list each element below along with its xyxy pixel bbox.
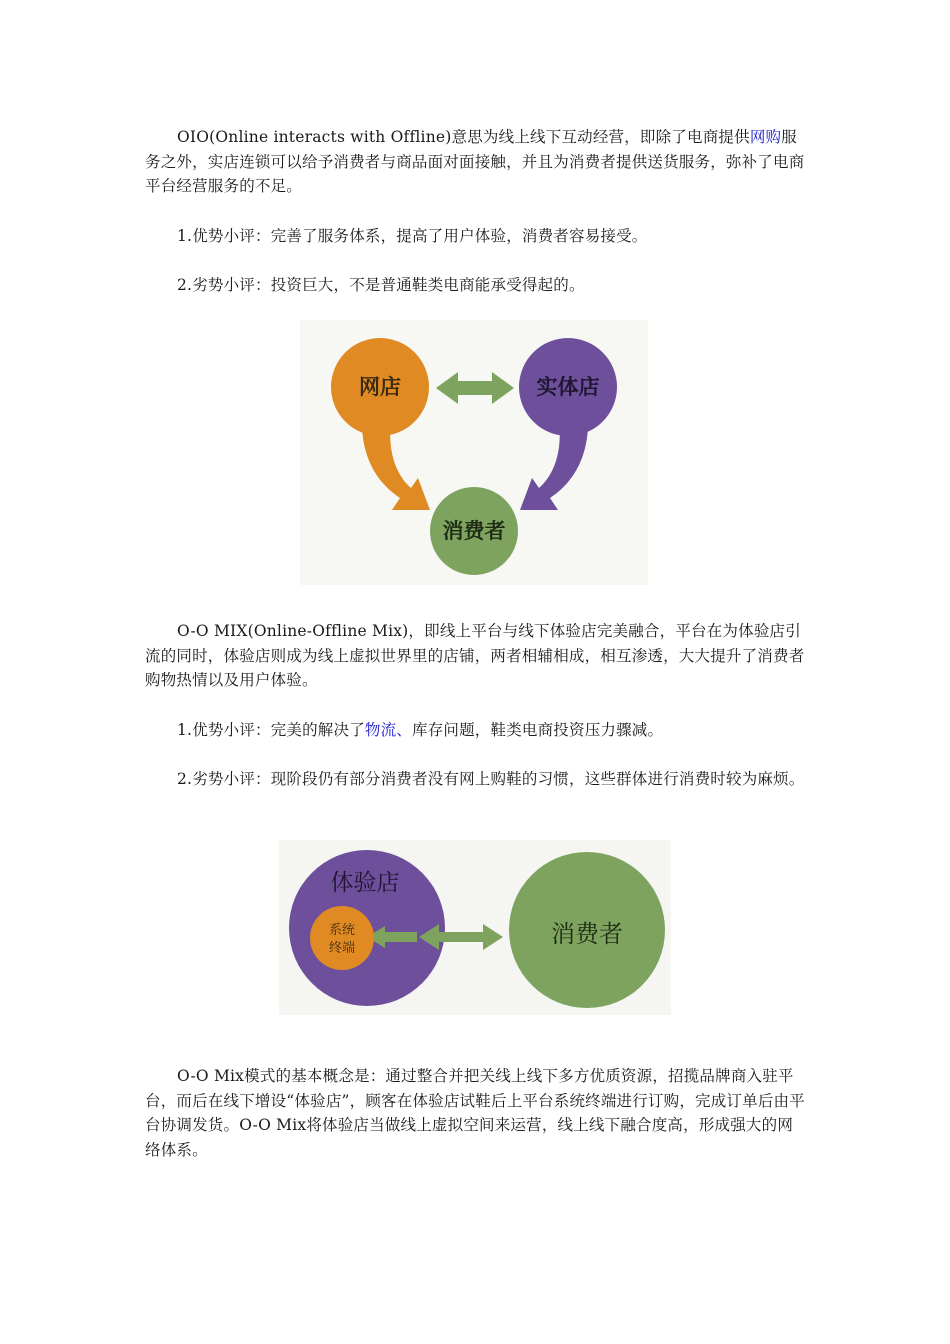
paragraph-advantage-2: 1.优势小评：完美的解决了物流、库存问题，鞋类电商投资压力骤减。 xyxy=(177,721,664,739)
paragraph-o2o-mix-concept: O-O Mix模式的基本概念是：通过整合并把关线上线下多方优质资源，招揽品牌商入驻平台，而后在线下增设“体验店”，顾客在体验店试鞋后上平台系统终端进行订购，完成订单后由平台协调发货。O-O Mix将体验店当做线上虚拟空间来运营，线上线下融合度高，形成强大的网络体系。 xyxy=(145,1067,805,1159)
paragraph-o2o-intro: OIO(Online interacts with Offline)意思为线上线下互动经营，即除了电商提供网购服务之外，实店连锁可以给予消费者与商品面对面接触，并且为消费者提供送货服务，弥补了电商平台经营服务的不足。 xyxy=(145,128,805,195)
paragraph-o2o-mix-intro: O-O MIX(Online-Offline Mix)，即线上平台与线下体验店完美融合，平台在为体验店引流的同时，体验店则成为线上虚拟世界里的店铺，两者相辅相成，相互渗透，大大提升了消费者购物热情以及用户体验。 xyxy=(145,622,805,689)
paragraph-advantage-1: 1.优势小评：完善了服务体系，提高了用户体验，消费者容易接受。 xyxy=(177,227,648,245)
label-terminal-line1: 系统 xyxy=(328,923,356,938)
figure-o2o-cycle xyxy=(300,320,648,585)
label-online-store: 网店 xyxy=(359,375,401,399)
label-consumer: 消费者 xyxy=(442,519,506,543)
paragraph-disadvantage-1: 2.劣势小评：投资巨大，不是普通鞋类电商能承受得起的。 xyxy=(177,276,585,294)
o2o-mix-diagram xyxy=(279,840,671,1015)
node-system-terminal xyxy=(310,906,374,970)
label-physical-store: 实体店 xyxy=(536,375,600,399)
paragraph-disadvantage-2: 2.劣势小评：现阶段仍有部分消费者没有网上购鞋的习惯，这些群体进行消费时较为麻烦。 xyxy=(177,770,805,788)
link-logistics[interactable]: 物流 xyxy=(364,721,397,739)
figure-o2o-mix xyxy=(279,840,671,1015)
label-terminal-line2: 终端 xyxy=(328,941,356,956)
label-experience-store: 体验店 xyxy=(330,870,400,896)
double-arrow-online-physical xyxy=(436,372,514,404)
o2o-cycle-diagram xyxy=(300,320,648,585)
label-consumer-2: 消费者 xyxy=(551,920,623,948)
link-online-shopping[interactable]: 网购 xyxy=(749,128,782,146)
